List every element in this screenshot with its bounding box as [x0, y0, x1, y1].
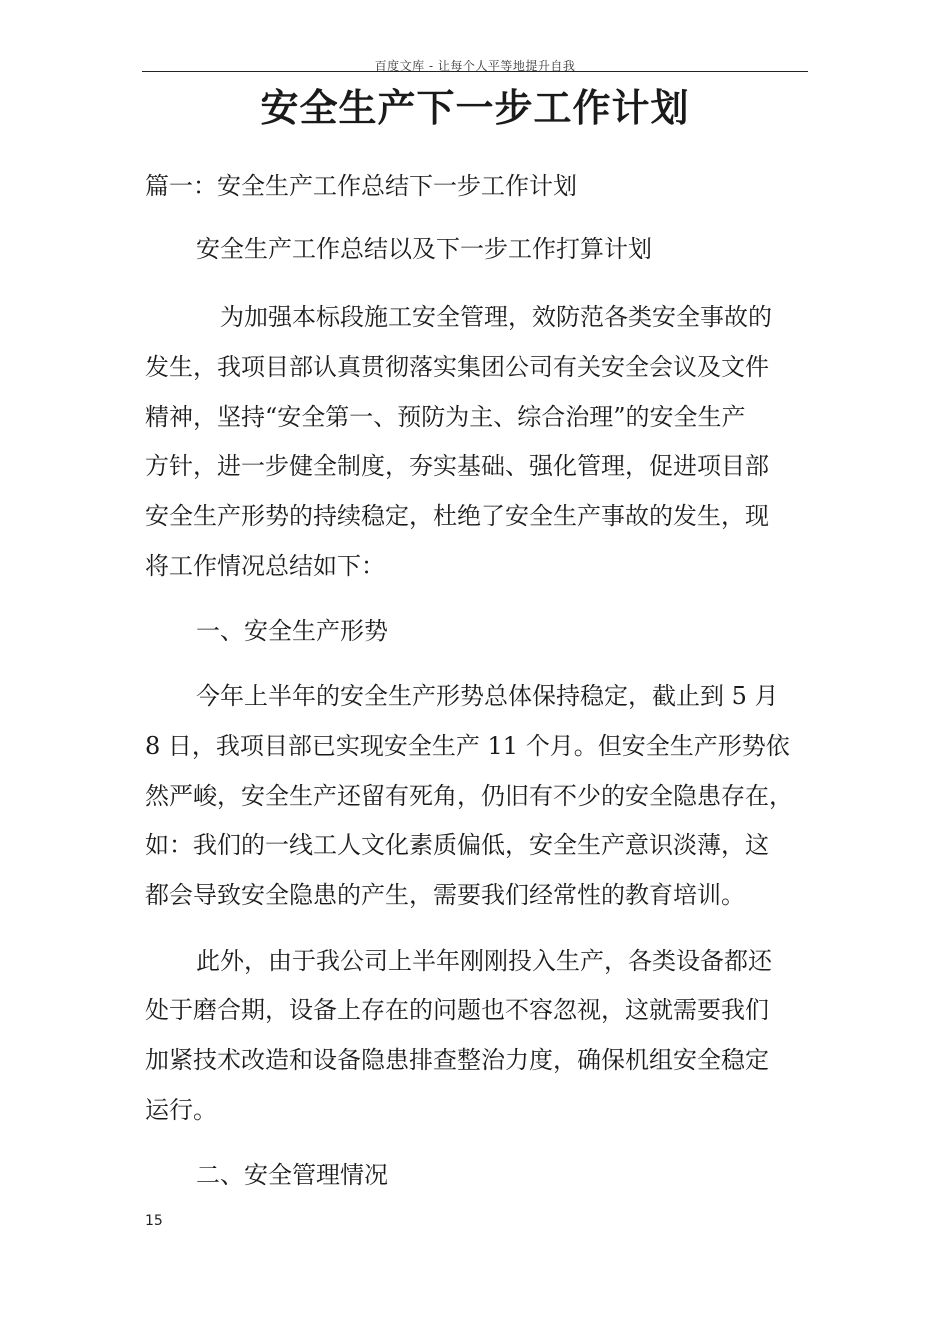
header-rule: [142, 71, 808, 72]
subtitle: 安全生产工作总结以及下一步工作打算计划: [196, 235, 652, 263]
paragraph-line: 将工作情况总结如下：: [145, 552, 385, 580]
paragraph-line: 安全生产形势的持续稳定，杜绝了安全生产事故的发生，现: [145, 502, 769, 530]
paragraph-line: 然严峻，安全生产还留有死角，仍旧有不少的安全隐患存在，: [145, 782, 793, 810]
paragraph-line: 加紧技术改造和设备隐患排查整治力度，确保机组安全稳定: [145, 1046, 769, 1074]
heading-2: 二、安全管理情况: [196, 1161, 388, 1189]
paragraph-line: 为加强本标段施工安全管理，效防范各类安全事故的: [220, 303, 772, 331]
paragraph-line: 8 日，我项目部已实现安全生产 11 个月。但安全生产形势依: [145, 732, 790, 760]
page-header-text: 百度文库 - 让每个人平等地提升自我: [374, 59, 576, 73]
heading-1: 一、安全生产形势: [196, 617, 388, 645]
paragraph-line: 处于磨合期，设备上存在的问题也不容忽视，这就需要我们: [145, 996, 769, 1024]
section-heading: 篇一：安全生产工作总结下一步工作计划: [145, 172, 577, 200]
paragraph-line: 发生，我项目部认真贯彻落实集团公司有关安全会议及文件: [145, 353, 769, 381]
paragraph-line: 方针，进一步健全制度，夯实基础、强化管理，促进项目部: [145, 452, 769, 480]
paragraph-line: 运行。: [145, 1096, 217, 1124]
paragraph-line: 如：我们的一线工人文化素质偏低，安全生产意识淡薄，这: [145, 831, 769, 859]
paragraph-line: 今年上半年的安全生产形势总体保持稳定，截止到 5 月: [196, 682, 779, 710]
paragraph-line: 精神，坚持“安全第一、预防为主、综合治理”的安全生产: [145, 403, 746, 431]
document-title: 安全生产下一步工作计划: [260, 85, 690, 130]
paragraph-line: 此外，由于我公司上半年刚刚投入生产，各类设备都还: [196, 947, 772, 975]
paragraph-line: 都会导致安全隐患的产生，需要我们经常性的教育培训。: [145, 881, 745, 909]
page-number: 15: [145, 1213, 163, 1229]
